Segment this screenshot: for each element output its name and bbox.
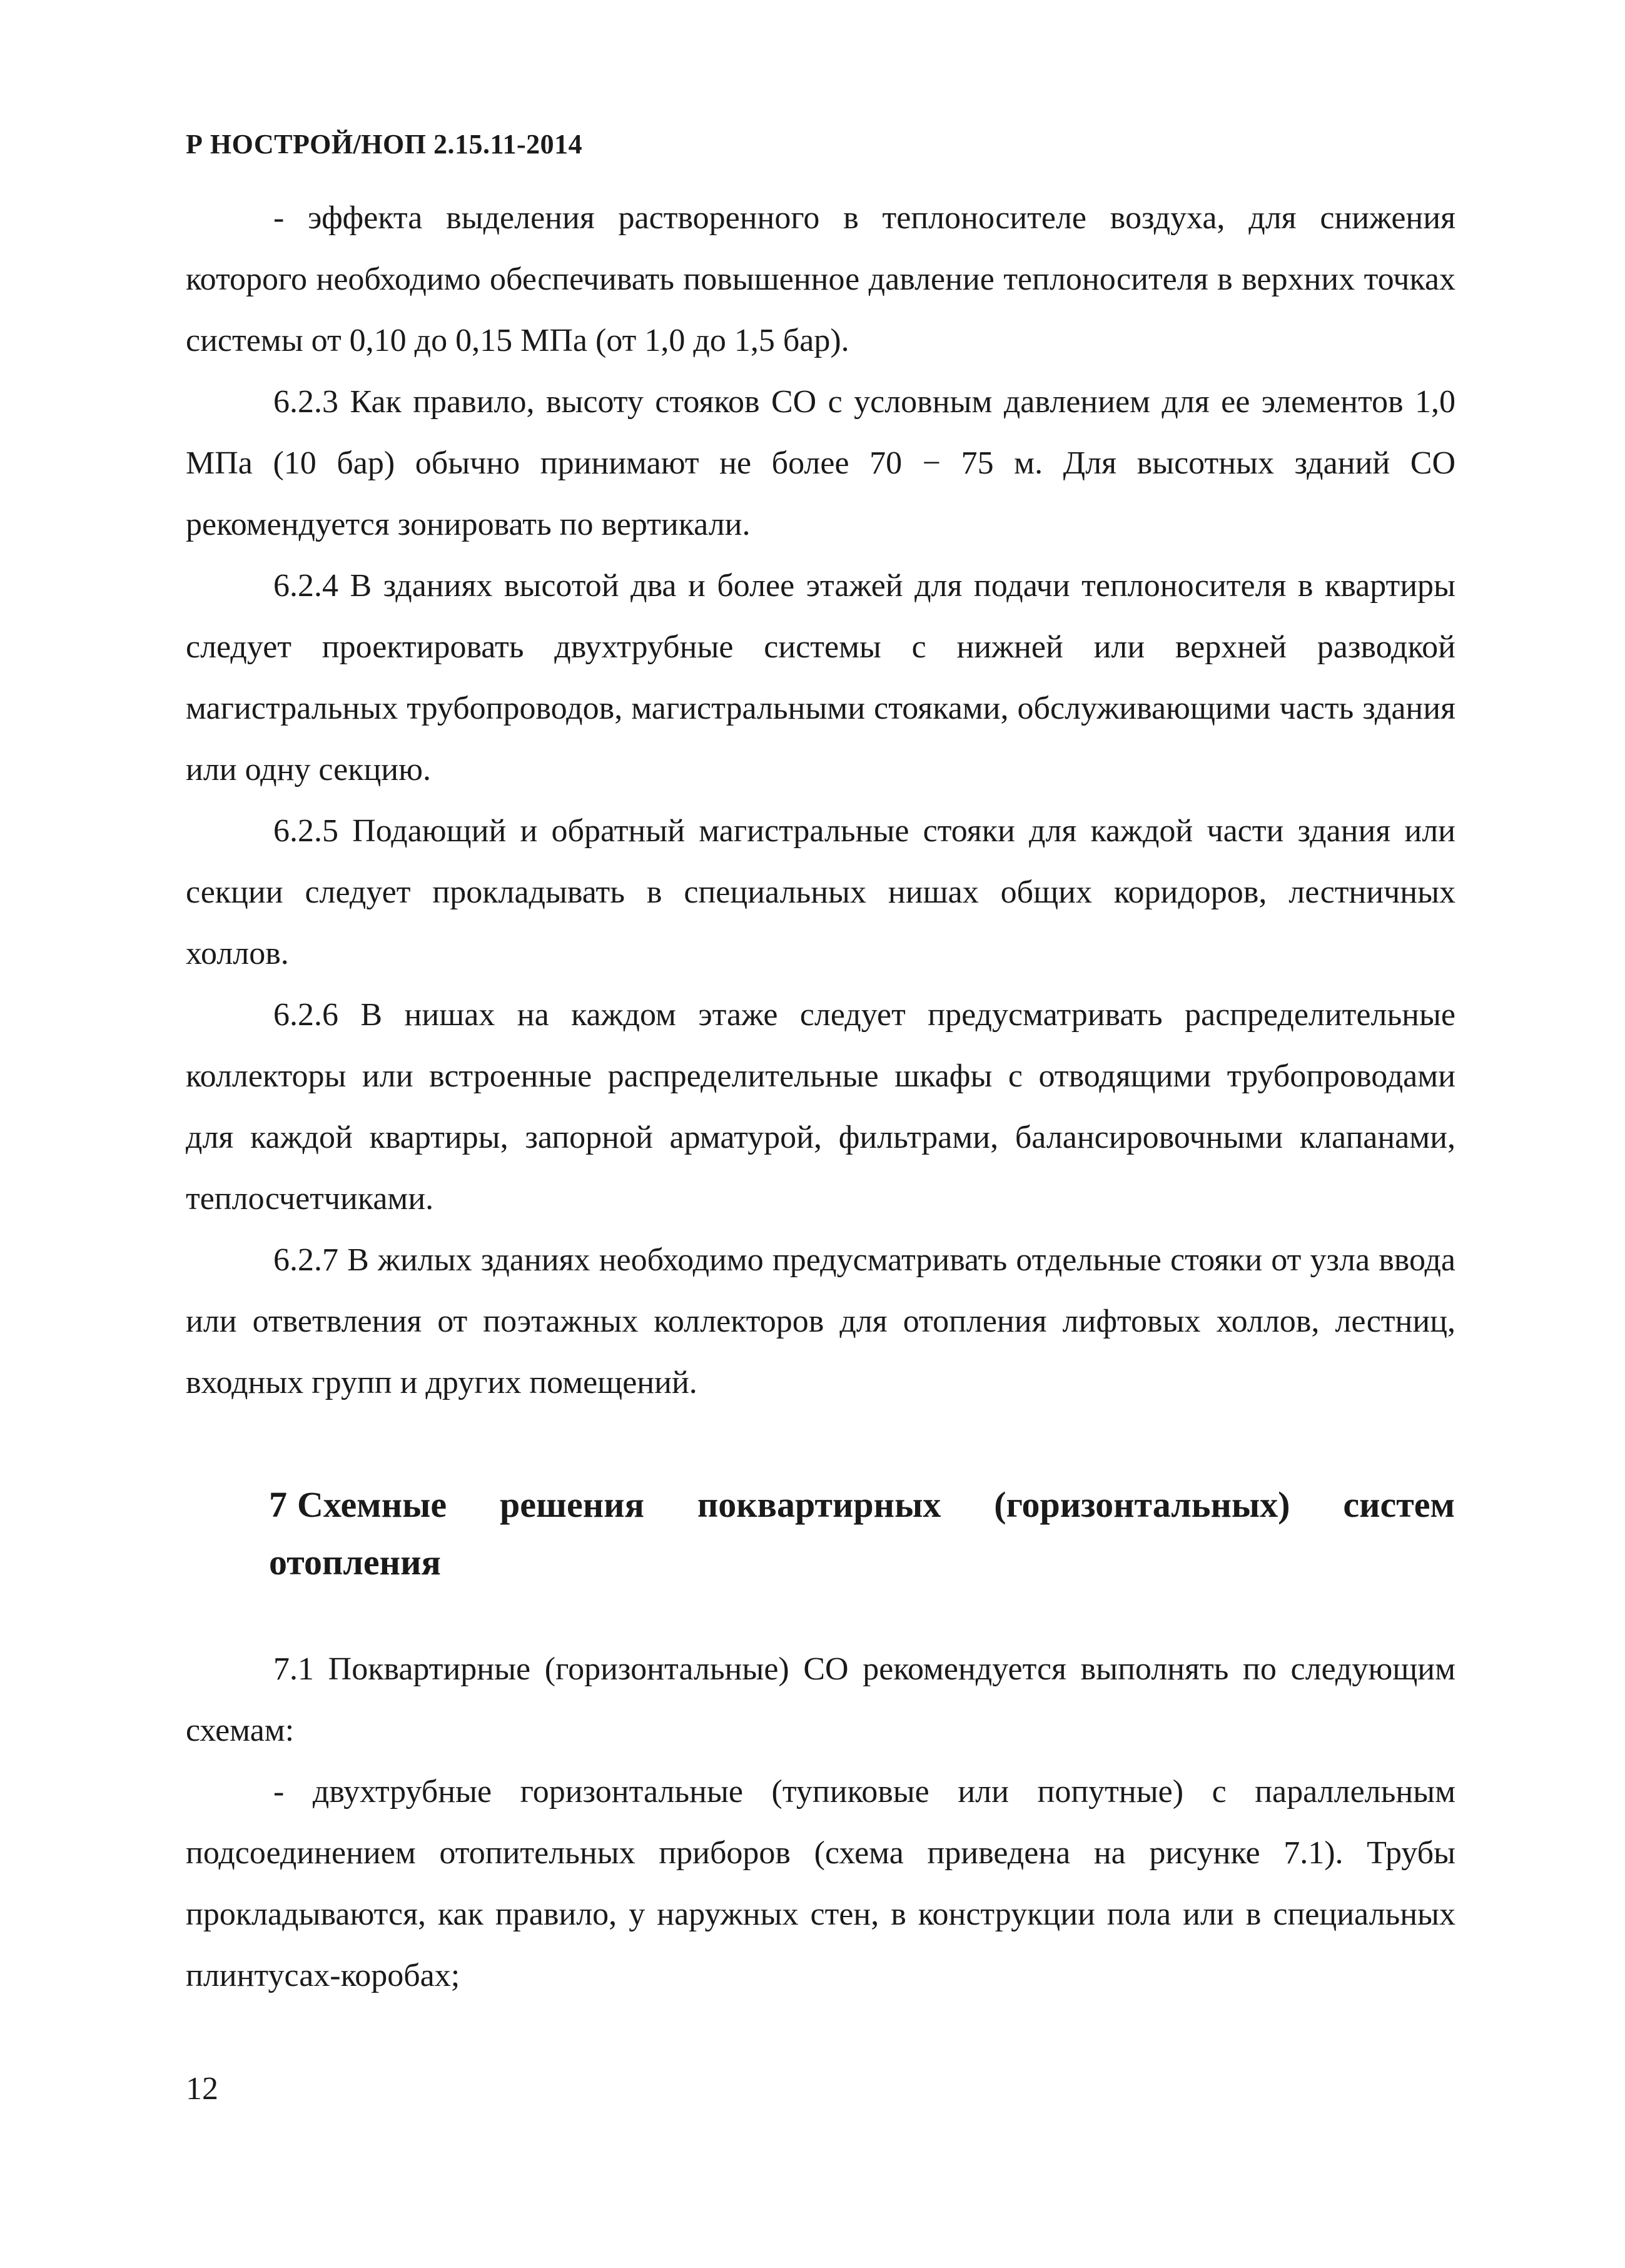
paragraph-6-2-6: 6.2.6 В нишах на каждом этаже следует предусматривать распределительные коллекторы или встроенные распределительные шкафы с отводящими трубопроводами для каждой квартиры, запорной арматурой, фильтрами, балансировочными клапанами, теплосчетчиками. <box>186 997 1455 1217</box>
paragraph-two-pipe-schemes: - двухтрубные горизонтальные (тупиковые или попутные) с параллельным подсоединением отопительных приборов (схема приведена на рисунке 7.1). Трубы прокладываются, как правило, у наружных стен, в конструкции пола или в специальных плинтусах-коробах; <box>186 1774 1455 1993</box>
paragraph-6-2-7: 6.2.7 В жилых зданиях необходимо предусматривать отдельные стояки от узла ввода или ответвления от поэтажных коллекторов для отопления лифтовых холлов, лестниц, входных групп и других помещений. <box>186 1242 1455 1400</box>
document-code-header: Р НОСТРОЙ/НОП 2.15.11-2014 <box>186 129 583 159</box>
paragraph-6-2-3: 6.2.3 Как правило, высоту стояков СО с условным давлением для ее элементов 1,0 МПа (10 бар) обычно принимают не более 70 − 75 м. Для высотных зданий СО рекомендуется зонировать по вертикали. <box>186 384 1455 542</box>
paragraph-air-release: - эффекта выделения растворенного в теплоносителе воздуха, для снижения которого необходимо обеспечивать повышенное давление теплоносителя в верхних точках системы от 0,10 до 0,15 МПа (от 1,0 до 1,5 бар). <box>186 200 1455 358</box>
paragraph-6-2-5: 6.2.5 Подающий и обратный магистральные стояки для каждой части здания или секции следует прокладывать в специальных нишах общих коридоров, лестничных холлов. <box>186 813 1455 971</box>
section-heading <box>269 1476 1455 1591</box>
section-title: Схемные решения поквартирных (горизонтальных) систем отопления <box>269 1484 1455 1582</box>
paragraph-7-1: 7.1 Поквартирные (горизонтальные) СО рекомендуется выполнять по следующим схемам: <box>186 1651 1455 1748</box>
section-number: 7 <box>269 1484 287 1525</box>
paragraph-6-2-4: 6.2.4 В зданиях высотой два и более этажей для подачи теплоносителя в квартиры следует проектировать двухтрубные системы с нижней или верхней разводкой магистральных трубопроводов, магистральными стояками, обслуживающими часть здания или одну секцию. <box>186 568 1455 787</box>
body-text-bottom <box>186 1639 1455 2007</box>
body-text-top <box>186 188 1455 1414</box>
page-number: 12 <box>186 2071 218 2107</box>
